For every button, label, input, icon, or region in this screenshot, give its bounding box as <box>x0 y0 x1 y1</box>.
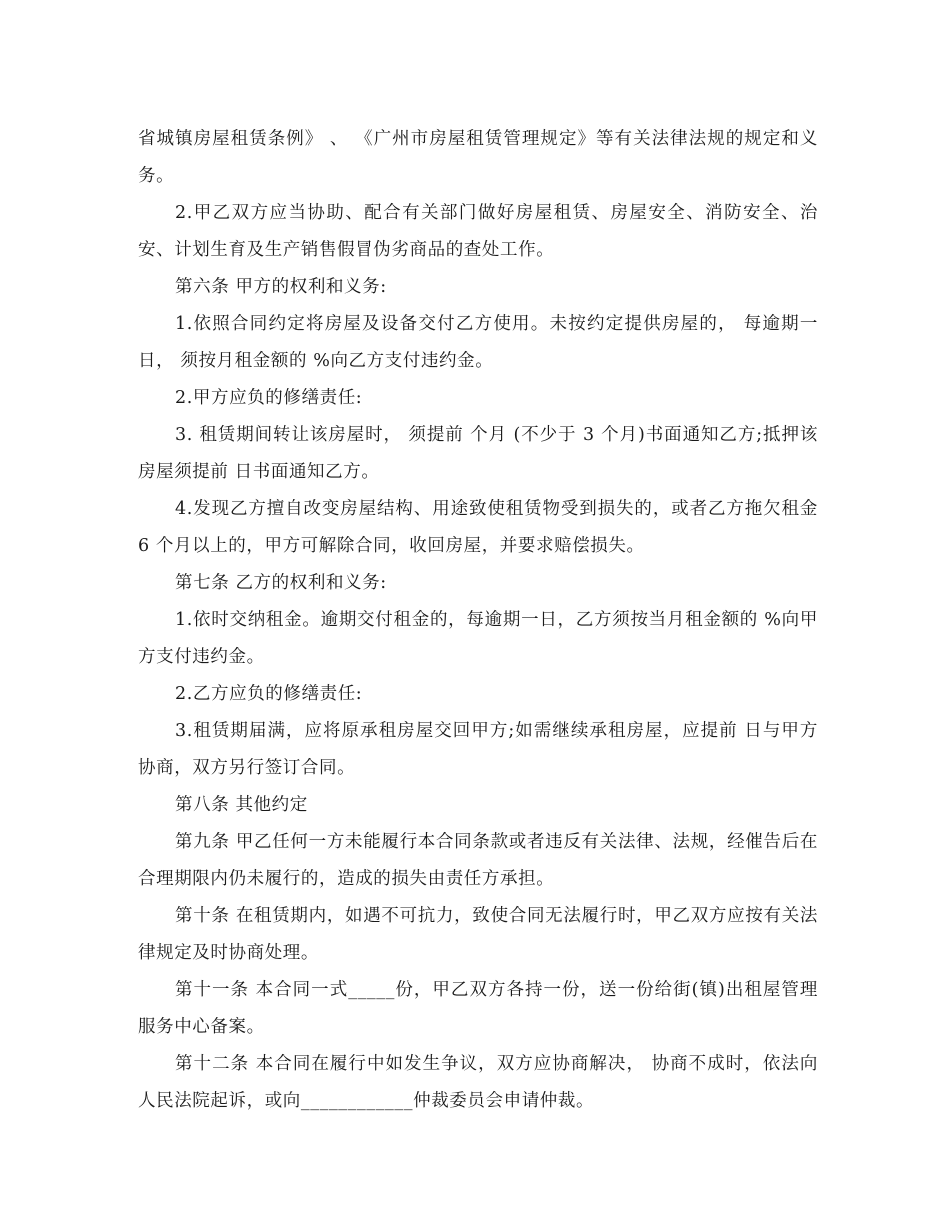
paragraph-law-reference: 省城镇房屋租赁条例》 、 《广州市房屋租赁管理规定》等有关法律法规的规定和义务。 <box>138 129 818 186</box>
paragraph-article-6-item-3: 3. 租赁期间转让该房屋时， 须提前 个月 (不少于 3 个月)书面通知乙方;抵押该房屋须提前 日书面通知乙方。 <box>138 425 818 482</box>
paragraph-article-7-item-3: 3.租赁期届满，应将原承租房屋交回甲方;如需继续承租房屋，应提前 日与甲方协商，双方另行签订合同。 <box>138 721 818 778</box>
paragraph-cooperation-duty: 2.甲乙双方应当协助、配合有关部门做好房屋租赁、房屋安全、消防安全、治安、计划生育及生产销售假冒伪劣商品的查处工作。 <box>138 203 818 260</box>
paragraph-article-12: 第十二条 本合同在履行中如发生争议，双方应协商解决， 协商不成时，依法向人民法院起诉，或向____________仲裁委员会申请仲裁。 <box>138 1054 818 1111</box>
paragraph-article-10: 第十条 在租赁期内，如遇不可抗力，致使合同无法履行时，甲乙双方应按有关法律规定及时协商处理。 <box>138 906 818 963</box>
paragraph-article-7-item-2: 2.乙方应负的修缮责任: <box>175 684 363 704</box>
document-page <box>138 121 825 1120</box>
paragraph-article-6-item-1: 1.依照合同约定将房屋及设备交付乙方使用。未按约定提供房屋的， 每逾期一日， 须按月租金额的 %向乙方支付违约金。 <box>138 314 818 371</box>
heading-article-8: 第八条 其他约定 <box>175 795 308 815</box>
heading-article-6: 第六条 甲方的权利和义务: <box>175 277 387 297</box>
paragraph-article-11: 第十一条 本合同一式_____份，甲乙双方各持一份，送一份给街(镇)出租屋管理服务中心备案。 <box>138 980 818 1037</box>
paragraph-article-6-item-4: 4.发现乙方擅自改变房屋结构、用途致使租赁物受到损失的，或者乙方拖欠租金 6 个月以上的，甲方可解除合同，收回房屋，并要求赔偿损失。 <box>138 499 825 556</box>
paragraph-article-7-item-1: 1.依时交纳租金。逾期交付租金的，每逾期一日，乙方须按当月租金额的 %向甲方支付违约金。 <box>138 610 818 667</box>
paragraph-article-6-item-2: 2.甲方应负的修缮责任: <box>175 388 363 408</box>
heading-article-7: 第七条 乙方的权利和义务: <box>175 573 387 593</box>
paragraph-article-9: 第九条 甲乙任何一方未能履行本合同条款或者违反有关法律、法规，经催告后在合理期限内仍未履行的，造成的损失由责任方承担。 <box>138 832 818 889</box>
